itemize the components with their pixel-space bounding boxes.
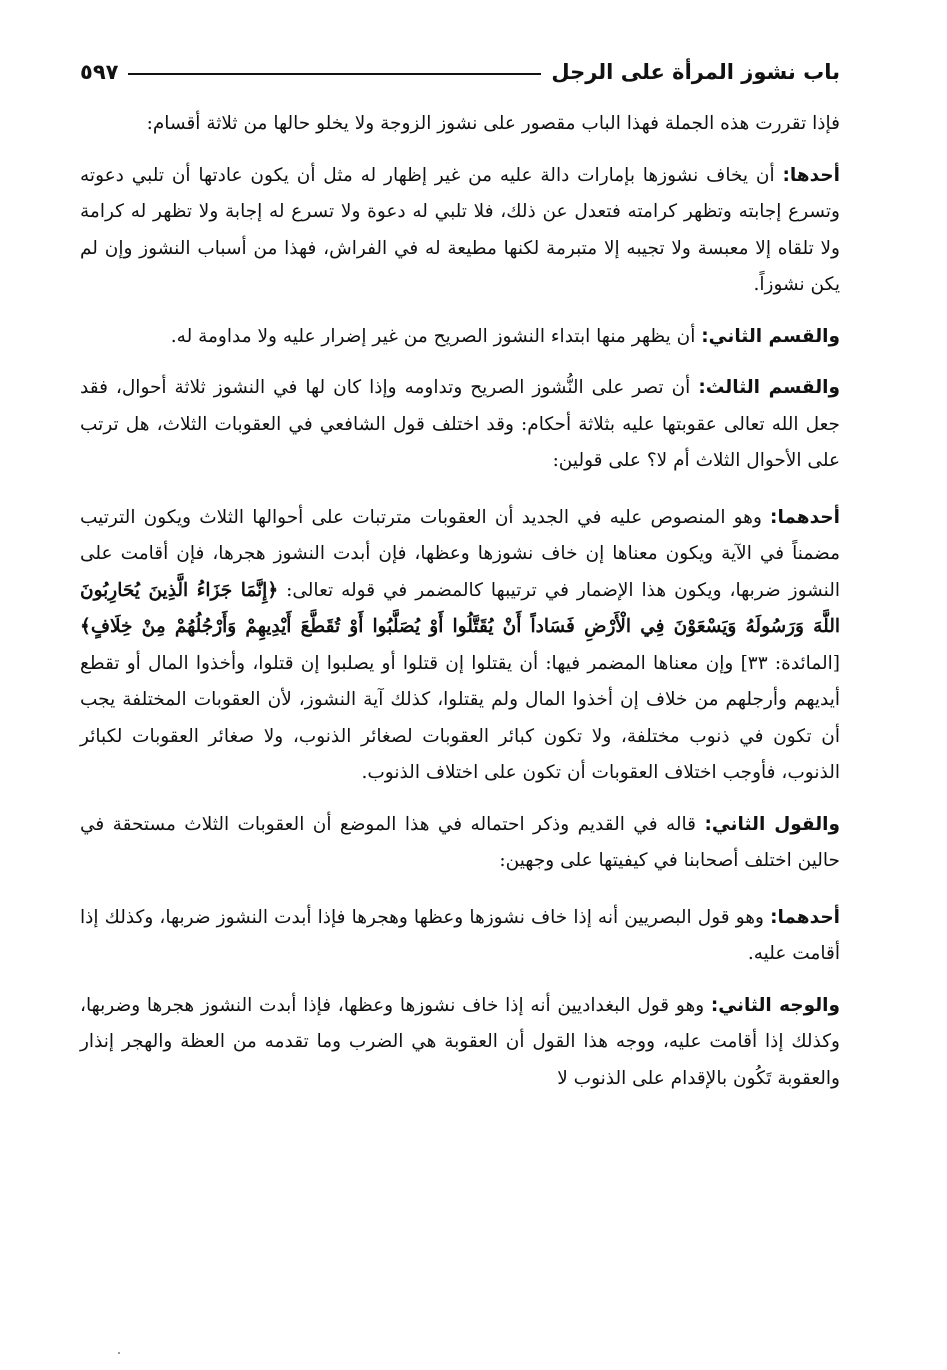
header-rule <box>128 73 541 75</box>
paragraph-text: أن يظهر منها ابتداء النشوز الصريح من غير إضرار عليه ولا مداومة له. <box>170 325 696 347</box>
quran-verse: ﴿إِنَّمَا جَزَاءُ الَّذِينَ يُحَارِبُونَ اللَّهَ وَرَسُولَهُ وَيَسْعَوْنَ فِي الْأَرْضِ فَسَاداً أَنْ يُقَتَّلُوا أَوْ يُصَلَّبُوا أَوْ تُقَطَّعَ أَيْدِيهِمْ وَأَرْجُلُهُمْ مِنْ خِلَافٍ﴾ <box>80 579 840 637</box>
paragraph-intro <box>80 106 840 143</box>
paragraph-text: وهو المنصوص عليه في الجديد أن العقوبات مترتبات على أحوالها الثلاث ويكون الترتيب مضمناً في الآية ويكون معناها إن خاف نشوزها وعظها، فإن أبدت النشوز هجرها، فإن أقامت على النشوز ضربها، ويكون هذا الإضمار في ترتيبها كالمضمر في قوله تعالى: <box>80 506 841 601</box>
paragraph-first-opinion <box>80 500 840 792</box>
paragraph-second-case <box>80 319 840 356</box>
paragraph-text: فإذا تقررت هذه الجملة فهذا الباب مقصور على نشوز الزوجة ولا يخلو حالها من ثلاثة أقسام: <box>146 113 840 134</box>
page-number: ٥٩٧ <box>80 60 119 84</box>
paragraph-lead: أحدهما: <box>770 506 840 528</box>
paragraph-first-case <box>80 158 840 304</box>
paragraph-lead: أحدها: <box>782 164 840 186</box>
paragraph-text: قاله في القديم وذكر احتماله في هذا الموضع أن العقوبات الثلاث مستحقة في حالين اختلف أصحابنا في كيفيتها على وجهين: <box>80 813 840 871</box>
paragraph-text-continued: وإن معناها المضمر فيها: أن يقتلوا إن قتلوا أو يصلبوا إن قتلوا، وأخذوا المال أو تقطع أيديهم وأرجلهم من خلاف إن أخذوا المال ولم يقتلوا، كذلك آية النشوز، لأن العقوبات المختلفة يجب أن تكون في ذنوب مختلفة، ولا تكون كبائر العقوبات لصغائر الذنوب، ولا صغائر العقوبات لكبائر الذنوب، فأوجب اختلاف العقوبات أن تكون على اختلاف الذنوب. <box>80 652 840 783</box>
scan-speck <box>118 1352 120 1354</box>
paragraph-text: أن يخاف نشوزها بإمارات دالة عليه من غير إظهار له مثل أن يكون عادتها أن تلبي دعوته وتسرع إجابته وتظهر كرامته فتعدل عن ذلك، فلا تلبي له دعوة ولا تسرع له إجابة ولا تظهر له كرامة ولا تلقاه إلا معبسة ولا تجيبه إلا متبرمة لكنها مطيعة له في الفراش، فهذا من أسباب النشوز وإن لم يكن نشوزاً. <box>80 164 840 295</box>
paragraph-lead: والوجه الثاني: <box>710 994 841 1016</box>
chapter-title: باب نشوز المرأة على الرجل <box>551 60 840 84</box>
paragraph-basran-view <box>80 900 840 973</box>
book-page <box>80 52 840 1112</box>
paragraph-lead: والقسم الثالث: <box>698 377 840 398</box>
running-header <box>80 52 840 92</box>
paragraph-lead: والقول الثاني: <box>704 813 841 835</box>
paragraph-second-opinion <box>80 807 840 880</box>
paragraph-text: وهو قول البصريين أنه إذا خاف نشوزها وعظها وهجرها فإذا أبدت النشوز ضربها، وكذلك إذا أقامت عليه. <box>80 906 840 964</box>
paragraph-text: أن تصر على النُّشوز الصريح وتداومه وإذا كان لها في النشوز ثلاثة أحوال، فقد جعل الله تعالى عقوبتها عليه بثلاثة أحكام: وقد اختلف قول الشافعي في العقوبات الثلاث، هل ترتب على الأحوال الثلاث أم لا؟ على قولين: <box>80 377 840 471</box>
body-text <box>80 106 840 1097</box>
verse-reference: [المائدة: ٣٣] <box>740 652 841 674</box>
paragraph-lead: والقسم الثاني: <box>701 325 840 347</box>
paragraph-text: وهو قول البغداديين أنه إذا خاف نشوزها وعظها، فإذا أبدت النشوز هجرها وضربها، وكذلك إذا أقامت عليه، ووجه هذا القول أن العقوبة هي الضرب وما تقدمه من العظة والهجر إنذار والعقوبة تَكُون بالإقدام على الذنوب لا <box>80 994 840 1089</box>
paragraph-baghdadi-view <box>80 988 840 1098</box>
paragraph-third-case <box>80 370 840 480</box>
paragraph-lead: أحدهما: <box>770 906 840 928</box>
